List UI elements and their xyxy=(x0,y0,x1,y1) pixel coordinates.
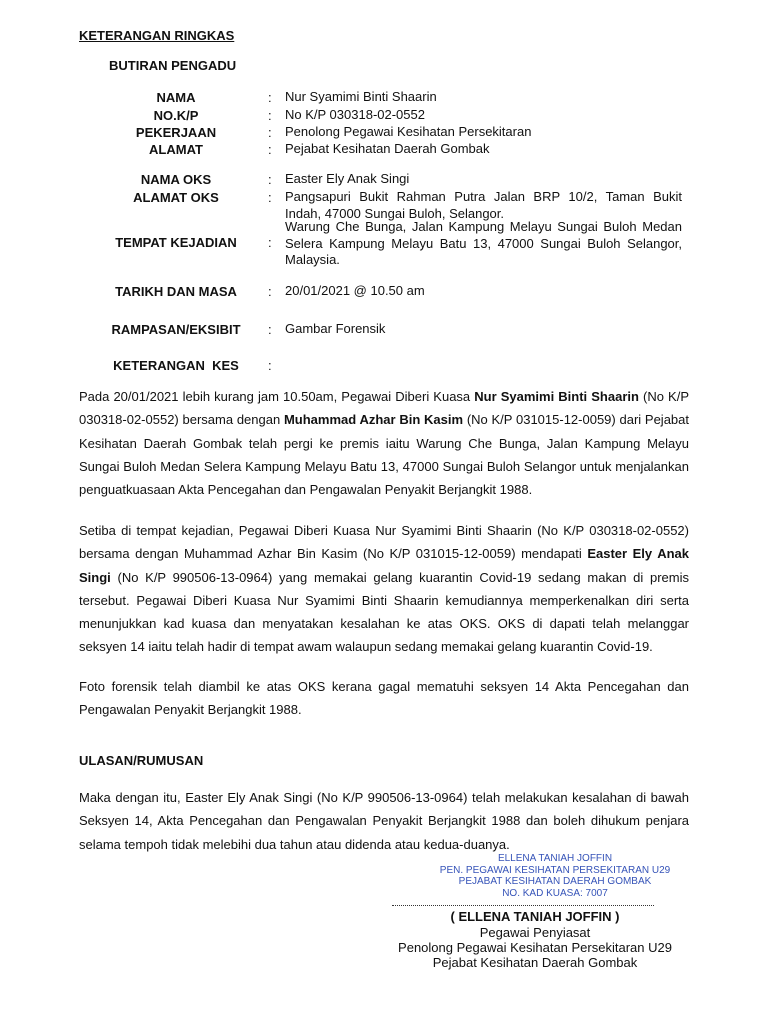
field-colon: : xyxy=(268,108,272,123)
field-colon: : xyxy=(268,322,272,337)
paragraph-text: Pada 20/01/2021 lebih kurang jam 10.50am, Pegawai Diberi Kuasa xyxy=(79,389,475,404)
field-colon: : xyxy=(268,190,272,205)
field-colon: : xyxy=(268,142,272,157)
paragraph-2 xyxy=(79,519,689,659)
stamp-line: ELLENA TANIAH JOFFIN xyxy=(497,853,613,864)
paragraph-text: (No K/P 031015-12-0059) dari Pejabat Kesihatan Daerah Gombak telah pergi ke premis iaitu Warung Che Bunga, Jalan Kampung Melayu Sungai Buloh Medan Selera Kampung Melayu Batu 13, 47000 Sungai Buloh Selangor untuk menjalankan penguatkuasaan Akta Pencegahan dan Pengawalan Penyakit Berjangkit 1988. xyxy=(79,412,689,498)
field-colon: : xyxy=(268,172,272,187)
field-label-nokp: NO.K/P xyxy=(153,108,199,123)
field-label-keterangan-kes: KETERANGAN KES xyxy=(113,358,239,373)
field-colon: : xyxy=(268,358,272,373)
paragraph-text: Setiba di tempat kejadian, Pegawai Diberi Kuasa Nur Syamimi Binti Shaarin (No K/P 030318-02-0552) bersama dengan Muhammad Azhar Bin Kasim (No K/P 031015-12-0059) mendapati xyxy=(79,523,689,562)
bold-name: Nur Syamimi Binti Shaarin xyxy=(474,389,639,404)
field-label-rampasan: RAMPASAN/EKSIBIT xyxy=(111,322,241,337)
bold-name: Muhammad Azhar Bin Kasim xyxy=(283,412,464,428)
field-colon: : xyxy=(268,284,272,299)
paragraph-1 xyxy=(79,385,689,501)
paragraph-text: (No K/P 030318-02-0552) bersama dengan xyxy=(79,389,690,428)
signature-position: Penolong Pegawai Kesihatan Persekitaran U29 xyxy=(398,940,672,955)
field-value-tempat-kejadian: Warung Che Bunga, Jalan Kampung Melayu Sungai Buloh Medan Selera Kampung Melayu Batu 13, 47000 Sungai Buloh Selangor, Malaysia. xyxy=(285,219,682,267)
signature-name: ( ELLENA TANIAH JOFFIN ) xyxy=(450,909,620,924)
field-value-rampasan: Gambar Forensik xyxy=(285,321,386,336)
field-value-alamat: Pejabat Kesihatan Daerah Gombak xyxy=(285,141,490,156)
field-colon: : xyxy=(268,235,272,250)
paragraph-4: Maka dengan itu, Easter Ely Anak Singi (No K/P 990506-13-0964) telah melakukan kesalahan di bawah Seksyen 14, Akta Pencegahan dan Pengawalan Penyakit Berjangkit 1988 dan boleh dihukum penjara selama tempoh tidak melebihi dua tahun atau didenda atau kedua-duanya. xyxy=(79,790,689,852)
field-colon: : xyxy=(268,90,272,105)
signature-office: Pejabat Kesihatan Daerah Gombak xyxy=(432,955,638,970)
field-label-alamat: ALAMAT xyxy=(149,142,203,157)
official-stamp xyxy=(420,853,690,899)
field-label-nama-oks: NAMA OKS xyxy=(140,172,212,187)
stamp-line: PEN. PEGAWAI KESIHATAN PERSEKITARAN U29 xyxy=(439,864,671,876)
field-value-nokp: No K/P 030318-02-0552 xyxy=(285,107,425,122)
field-value-tarikh-masa: 20/01/2021 @ 10.50 am xyxy=(285,283,425,298)
signature-line xyxy=(392,905,654,906)
field-label-nama: NAMA xyxy=(156,90,196,105)
field-colon: : xyxy=(268,125,272,140)
field-value-nama: Nur Syamimi Binti Shaarin xyxy=(285,89,437,104)
section-butiran-pengadu: BUTIRAN PENGADU xyxy=(109,58,237,73)
field-label-pekerjaan: PEKERJAAN xyxy=(135,125,217,140)
document-title: KETERANGAN RINGKAS xyxy=(79,28,235,43)
field-value-nama-oks: Easter Ely Anak Singi xyxy=(285,171,410,186)
paragraph-3: Foto forensik telah diambil ke atas OKS kerana gagal mematuhi seksyen 14 Akta Pencegahan dan Pengawalan Penyakit Berjangkit 1988. xyxy=(79,679,689,718)
stamp-line: NO. KAD KUASA: 7007 xyxy=(502,887,608,899)
stamp-line: PEJABAT KESIHATAN DAERAH GOMBAK xyxy=(458,876,652,887)
paragraph-text: (No K/P 990506-13-0964) yang memakai gelang kuarantin Covid-19 sedang makan di premis tersebut. Pegawai Diberi Kuasa Nur Syamimi Binti Shaarin kemudiannya memperkenalkan diri serta menunjukkan kad kuasa dan menyatakan kesalahan ke atas OKS. OKS di dapati telah melanggar seksyen 14 iaitu telah hadir di tempat awam walaupun sedang memakai gelang kuarantin Covid-19. xyxy=(79,569,689,655)
field-value-pekerjaan: Penolong Pegawai Kesihatan Persekitaran xyxy=(285,124,532,139)
field-label-alamat-oks: ALAMAT OKS xyxy=(133,190,219,205)
section-ulasan-rumusan: ULASAN/RUMUSAN xyxy=(79,753,204,768)
field-label-tarikh-masa: TARIKH DAN MASA xyxy=(115,284,237,299)
signature-role: Pegawai Penyiasat xyxy=(479,925,591,940)
field-label-tempat-kejadian: TEMPAT KEJADIAN xyxy=(115,235,237,250)
bold-name: Easter Ely Anak Singi xyxy=(79,546,689,585)
field-value-alamat-oks: Pangsapuri Bukit Rahman Putra Jalan BRP 10/2, Taman Bukit Indah, 47000 Sungai Buloh, Selangor. xyxy=(285,189,682,221)
